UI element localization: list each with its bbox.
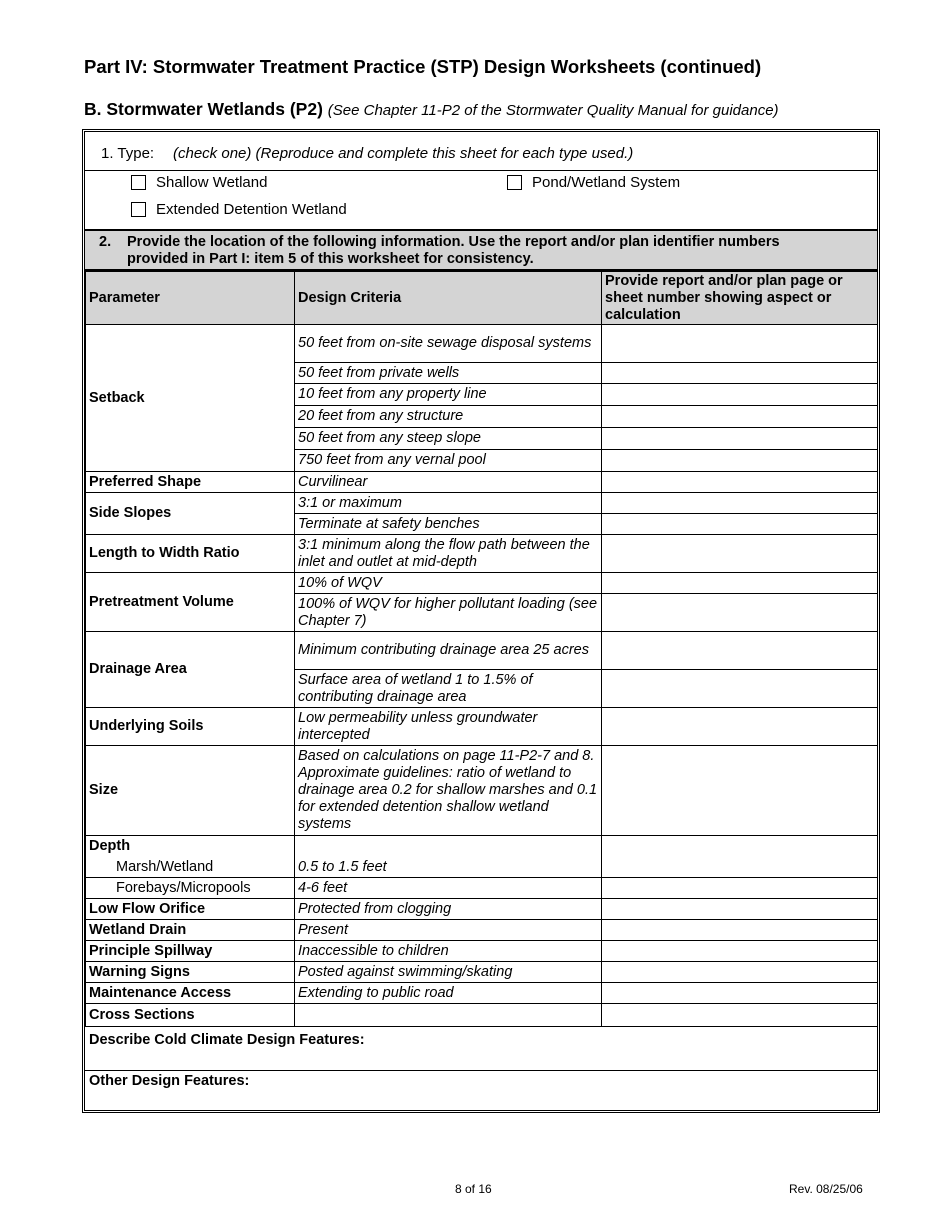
criteria-cell: 4-6 feet [295, 878, 602, 899]
extended-detention-checkbox[interactable] [131, 202, 146, 217]
table-row [86, 573, 878, 594]
criteria-cell: Posted against swimming/skating [295, 962, 602, 983]
reference-input[interactable] [602, 325, 878, 363]
worksheet-form [82, 129, 880, 1113]
reference-input[interactable] [602, 573, 878, 594]
criteria-cell: Protected from clogging [295, 899, 602, 920]
reference-input[interactable] [602, 535, 878, 573]
reference-input[interactable] [602, 962, 878, 983]
criteria-cell: Low permeability unless groundwater intercepted [295, 708, 602, 746]
table-row [86, 708, 878, 746]
criteria-cell: 0.5 to 1.5 feet [295, 836, 602, 878]
pond-wetland-label: Pond/Wetland System [532, 174, 681, 191]
table-row [86, 983, 878, 1004]
criteria-cell: 50 feet from any steep slope [295, 428, 602, 450]
criteria-cell: 10 feet from any property line [295, 384, 602, 406]
reference-input[interactable] [602, 428, 878, 450]
criteria-cell: 10% of WQV [295, 573, 602, 594]
table-row [86, 493, 878, 514]
col-header-design-criteria: Design Criteria [295, 272, 602, 325]
criteria-cell: Curvilinear [295, 472, 602, 493]
param-low-flow-orifice: Low Flow Orifice [86, 899, 295, 920]
item-2-banner [85, 229, 877, 271]
reference-input[interactable] [602, 941, 878, 962]
table-row [86, 632, 878, 670]
table-row [86, 472, 878, 493]
reference-input[interactable] [602, 406, 878, 428]
col-header-parameter: Parameter [86, 272, 295, 325]
criteria-cell: Based on calculations on page 11-P2-7 and 8. Approximate guidelines: ratio of wetland to drainage area 0.2 for shallow marshes and 0.1 for extended detention shallow wetland systems [295, 746, 602, 836]
criteria-cell: 750 feet from any vernal pool [295, 450, 602, 472]
section-note: (See Chapter 11-P2 of the Stormwater Quality Manual for guidance) [327, 102, 779, 119]
criteria-cell: 3:1 or maximum [295, 493, 602, 514]
reference-input[interactable] [602, 878, 878, 899]
criteria-cell: 50 feet from private wells [295, 363, 602, 384]
shallow-wetland-label: Shallow Wetland [156, 174, 268, 191]
option-pond-wetland-system[interactable] [507, 174, 680, 191]
criteria-cell: Present [295, 920, 602, 941]
param-forebays-micropools: Forebays/Micropools [86, 878, 295, 899]
table-row [86, 836, 878, 878]
reference-input[interactable] [602, 450, 878, 472]
reference-input[interactable] [602, 920, 878, 941]
type-options [85, 171, 877, 229]
param-depth: Depth [89, 838, 131, 854]
item-1-label: 1. Type: [101, 145, 155, 162]
param-depth-cell [86, 836, 295, 878]
reference-input[interactable] [602, 493, 878, 514]
param-side-slopes: Side Slopes [86, 493, 295, 535]
reference-input[interactable] [602, 632, 878, 670]
criteria-cell: Surface area of wetland 1 to 1.5% of contributing drainage area [295, 670, 602, 708]
criteria-cell [295, 1004, 602, 1027]
option-extended-detention-wetland[interactable] [131, 201, 347, 218]
criteria-cell: Inaccessible to children [295, 941, 602, 962]
param-size: Size [86, 746, 295, 836]
criteria-cell: 100% of WQV for higher pollutant loading (see Chapter 7) [295, 594, 602, 632]
other-design-label: Other Design Features: [89, 1073, 250, 1089]
param-warning-signs: Warning Signs [86, 962, 295, 983]
param-length-width-ratio: Length to Width Ratio [86, 535, 295, 573]
reference-input[interactable] [602, 746, 878, 836]
table-row [86, 325, 878, 363]
criteria-cell: 20 feet from any structure [295, 406, 602, 428]
param-underlying-soils: Underlying Soils [86, 708, 295, 746]
reference-input[interactable] [602, 472, 878, 493]
item-1-instruction: (check one) (Reproduce and complete this sheet for each type used.) [173, 145, 634, 162]
criteria-cell: Minimum contributing drainage area 25 acres [295, 632, 602, 670]
table-row [86, 899, 878, 920]
reference-input[interactable] [602, 514, 878, 535]
reference-input[interactable] [602, 363, 878, 384]
table-header-row [86, 272, 878, 325]
col-header-reference: Provide report and/or plan page or sheet number showing aspect or calculation [602, 272, 878, 325]
param-wetland-drain: Wetland Drain [86, 920, 295, 941]
param-marsh-wetland: Marsh/Wetland [116, 859, 214, 875]
reference-input[interactable] [602, 594, 878, 632]
table-row [86, 941, 878, 962]
table-row [86, 746, 878, 836]
criteria-cell: Terminate at safety benches [295, 514, 602, 535]
param-principle-spillway: Principle Spillway [86, 941, 295, 962]
extended-detention-label: Extended Detention Wetland [156, 201, 347, 218]
reference-input[interactable] [602, 899, 878, 920]
table-row [86, 962, 878, 983]
param-preferred-shape: Preferred Shape [86, 472, 295, 493]
shallow-wetland-checkbox[interactable] [131, 175, 146, 190]
reference-input[interactable] [602, 983, 878, 1004]
reference-input[interactable] [602, 384, 878, 406]
section-title: B. Stormwater Wetlands (P2) [84, 99, 323, 119]
param-drainage-area: Drainage Area [86, 632, 295, 708]
page-title: Part IV: Stormwater Treatment Practice (STP) Design Worksheets (continued) [84, 56, 762, 77]
criteria-cell: 50 feet from on-site sewage disposal systems [295, 325, 602, 363]
design-criteria-table [85, 271, 878, 1027]
criteria-cell: 3:1 minimum along the flow path between the inlet and outlet at mid-depth [295, 535, 602, 573]
table-row [86, 878, 878, 899]
section-heading [84, 99, 779, 120]
table-row [86, 920, 878, 941]
option-shallow-wetland[interactable] [131, 174, 267, 191]
param-pretreatment-volume: Pretreatment Volume [86, 573, 295, 632]
reference-input[interactable] [602, 836, 878, 878]
other-design-field[interactable] [85, 1071, 877, 1110]
item-2-number: 2. [99, 234, 112, 250]
revision-date: Rev. 08/25/06 [789, 1182, 863, 1196]
pond-wetland-checkbox[interactable] [507, 175, 522, 190]
reference-input[interactable] [602, 670, 878, 708]
cold-climate-label: Describe Cold Climate Design Features: [89, 1032, 365, 1048]
item-1-row [85, 132, 877, 171]
param-setback: Setback [86, 325, 295, 472]
table-row [86, 1004, 878, 1027]
reference-input[interactable] [602, 708, 878, 746]
criteria-cell: Extending to public road [295, 983, 602, 1004]
param-maintenance-access: Maintenance Access [86, 983, 295, 1004]
page-number: 8 of 16 [455, 1182, 492, 1196]
item-2-text: Provide the location of the following information. Use the report and/or plan identifier numbers provided in Part I: item 5 of this worksheet for consistency. [127, 234, 780, 267]
table-row [86, 535, 878, 573]
reference-input[interactable] [602, 1004, 878, 1027]
cold-climate-field[interactable] [85, 1029, 877, 1071]
param-cross-sections: Cross Sections [86, 1004, 295, 1027]
